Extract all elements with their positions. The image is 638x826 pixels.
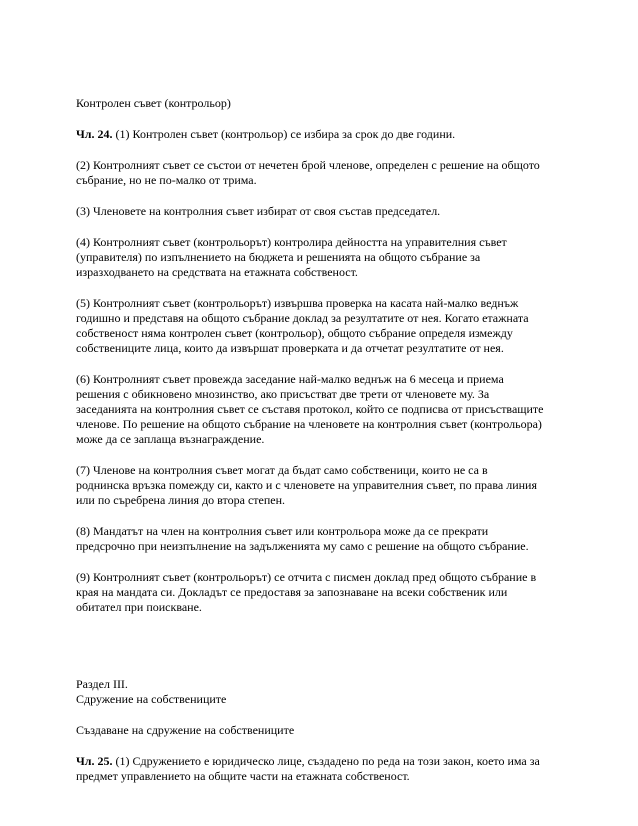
paragraph-line: края на мандата си. Докладът се предоставя за запознаване на всеки собственик или bbox=[76, 585, 508, 599]
paragraph-line: членове. По решение на общото събрание на членовете на контролния съвет (контрольора) bbox=[76, 417, 542, 431]
article-24-paragraph-8 bbox=[76, 524, 576, 554]
section-spacer bbox=[76, 615, 576, 646]
paragraph-line: изразходването на средствата на етажната собственост. bbox=[76, 265, 358, 279]
paragraph-line: (9) Контролният съвет (контрольорът) се отчита с писмен доклад пред общото събрание в bbox=[76, 570, 537, 584]
paragraph-line: може да се заплаща възнаграждение. bbox=[76, 432, 265, 446]
paragraph-line: (3) Членовете на контролния съвет избират от своя състав председател. bbox=[76, 204, 441, 218]
paragraph-line: (2) Контролният съвет се състои от нечетен брой членове, определен с решение на общото bbox=[76, 158, 540, 172]
document-page bbox=[76, 96, 576, 800]
subheading-association bbox=[76, 723, 576, 738]
heading-text: Контролен съвет (контрольор) bbox=[76, 96, 231, 110]
paragraph-line: роднинска връзка помежду си, както и с членовете на управителния съвет, по права линия bbox=[76, 478, 537, 492]
article-24-label: Чл. 24. bbox=[76, 127, 113, 141]
paragraph-line: заседанията на контролния съвет се съставя протокол, който се подписва от присъстващите bbox=[76, 402, 544, 416]
paragraph-line: събрание, но не по-малко от трима. bbox=[76, 173, 257, 187]
paragraph-line: предсрочно при неизпълнение на задълженията му само с решение на общото събрание. bbox=[76, 539, 529, 553]
article-25-line1-text: (1) Сдружението е юридическо лице, създадено по реда на този закон, което има за bbox=[112, 754, 540, 768]
article-24-paragraph-5 bbox=[76, 296, 576, 356]
article-24-paragraph-9 bbox=[76, 570, 576, 615]
paragraph-line: или по съребрена линия до втора степен. bbox=[76, 493, 286, 507]
paragraph-line: (6) Контролният съвет провежда заседание най-малко веднъж на 6 месеца и приема bbox=[76, 372, 504, 386]
article-25-label: Чл. 25. bbox=[76, 754, 113, 768]
section-spacer bbox=[76, 646, 576, 677]
paragraph-line: собственост няма контролен съвет (контрольор), общото събрание определя измежду bbox=[76, 326, 513, 340]
paragraph-line: предмет управлението на общите части на етажната собственост. bbox=[76, 769, 410, 783]
section-heading bbox=[76, 677, 576, 707]
paragraph-line: (7) Членове на контролния съвет могат да бъдат само собственици, които не са в bbox=[76, 463, 488, 477]
paragraph-line: решения с обикновено мнозинство, ако присъстват две трети от членовете му. За bbox=[76, 387, 490, 401]
article-24-paragraph-6 bbox=[76, 372, 576, 447]
article-24-p1-text: (1) Контролен съвет (контрольор) се избира за срок до две години. bbox=[112, 127, 456, 141]
article-24-paragraph-2 bbox=[76, 158, 576, 188]
article-24-paragraph-7 bbox=[76, 463, 576, 508]
article-24-paragraph-4 bbox=[76, 235, 576, 280]
section-title: Сдружение на собствениците bbox=[76, 692, 227, 706]
subheading-text: Създаване на сдружение на собствениците bbox=[76, 723, 295, 737]
article-25-paragraph-1 bbox=[76, 754, 576, 784]
section-number: Раздел III. bbox=[76, 677, 128, 691]
article-24-line bbox=[76, 127, 576, 142]
paragraph-line: (управителя) по изпълнението на бюджета и решенията на общото събрание за bbox=[76, 250, 481, 264]
paragraph-line: (5) Контролният съвет (контрольорът) извършва проверка на касата най-малко веднъж bbox=[76, 296, 519, 310]
paragraph-line: (8) Мандатът на член на контролния съвет или контрольора може да се прекрати bbox=[76, 524, 489, 538]
article-24-paragraph-1 bbox=[76, 127, 576, 142]
paragraph-line: обитател при поискване. bbox=[76, 600, 202, 614]
heading-control-board bbox=[76, 96, 576, 111]
paragraph-line: годишно и представя на общото събрание доклад за резултатите от нея. Когато етажната bbox=[76, 311, 529, 325]
paragraph-line: (4) Контролният съвет (контрольорът) контролира дейността на управителния съвет bbox=[76, 235, 507, 249]
article-25-line bbox=[76, 754, 576, 769]
paragraph-line: собствениците лица, които да извършат проверката и да отчетат резултатите от нея. bbox=[76, 341, 504, 355]
article-24-paragraph-3 bbox=[76, 204, 576, 219]
